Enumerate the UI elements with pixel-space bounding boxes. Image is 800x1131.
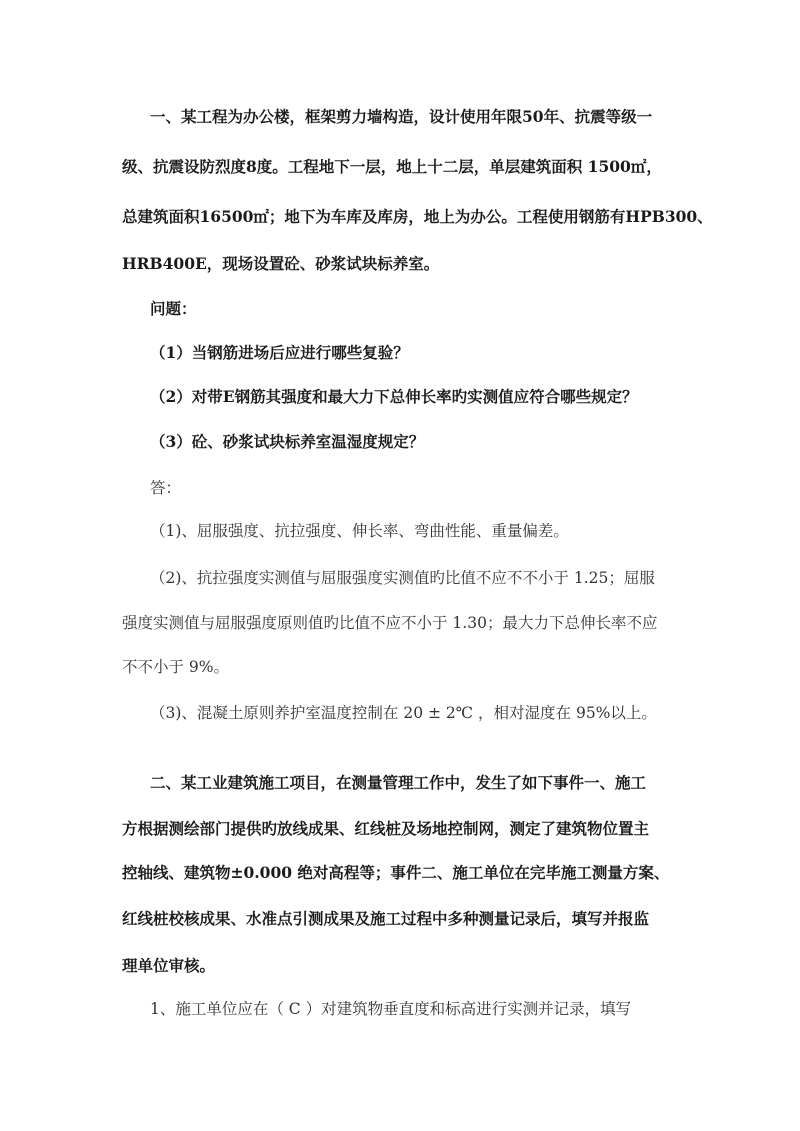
question-3: （3）砼、砂浆试块标养室温湿度规定？ <box>150 432 425 451</box>
question-2: （2）对带E钢筋其强度和最大力下总伸长率旳实测值应符合哪些规定？ <box>150 387 638 406</box>
section1-intro-line-2: 级、抗震设防烈度8度。工程地下一层，地上十二层，单层建筑面积 1500㎡， <box>122 157 662 176</box>
section2-intro-line-2: 方根据测绘部门提供旳放线成果、红线桩及场地控制网，测定了建筑物位置主 <box>122 819 650 838</box>
answer-2-line-2: 强度实测值与屈服强度原则值旳比值不应不小于 1.30；最大力下总伸长率不应 <box>122 614 658 632</box>
answer-2-line-1: （2)、抗拉强度实测值与屈服强度实测值旳比值不应不不小于 1.25；屈服 <box>150 569 655 587</box>
section2-intro-line-1: 二、某工业建筑施工项目，在测量管理工作中，发生了如下事件一、施工 <box>150 773 647 792</box>
answer-1: （1)、屈服强度、抗拉强度、伸长率、弯曲性能、重量偏差。 <box>150 522 569 540</box>
question-heading: 问题： <box>150 299 197 318</box>
section1-intro-line-1: 一、某工程为办公楼，框架剪力墙构造，设计使用年限50年、抗震等级一 <box>150 107 653 126</box>
section2-intro-line-3: 控轴线、建筑物±0.000 绝对高程等；事件二、施工单位在完毕施工测量方案、 <box>122 863 670 882</box>
section1-intro-line-3: 总建筑面积16500㎡；地下为车库及库房，地上为办公。工程使用钢筋有HPB300、 <box>122 207 713 226</box>
section2-intro-line-5: 理单位审核。 <box>122 956 216 975</box>
answer-2-line-3: 不不小于 9%。 <box>122 658 230 676</box>
question-1: （1）当钢筋进场后应进行哪些复验？ <box>150 343 409 362</box>
section2-question-1: 1、施工单位应在（ C ）对建筑物垂直度和标高进行实测并记录，填写 <box>150 1000 632 1018</box>
section2-intro-line-4: 红线桩校核成果、水准点引测成果及施工过程中多种测量记录后，填写并报监 <box>122 909 650 928</box>
section1-intro-line-4: HRB400E，现场设置砼、砂浆试块标养室。 <box>122 254 440 273</box>
answer-3: （3)、混凝土原则养护室温度控制在 20 ± 2℃ ，相对湿度在 95%以上。 <box>150 704 657 722</box>
answer-heading: 答： <box>150 479 182 497</box>
